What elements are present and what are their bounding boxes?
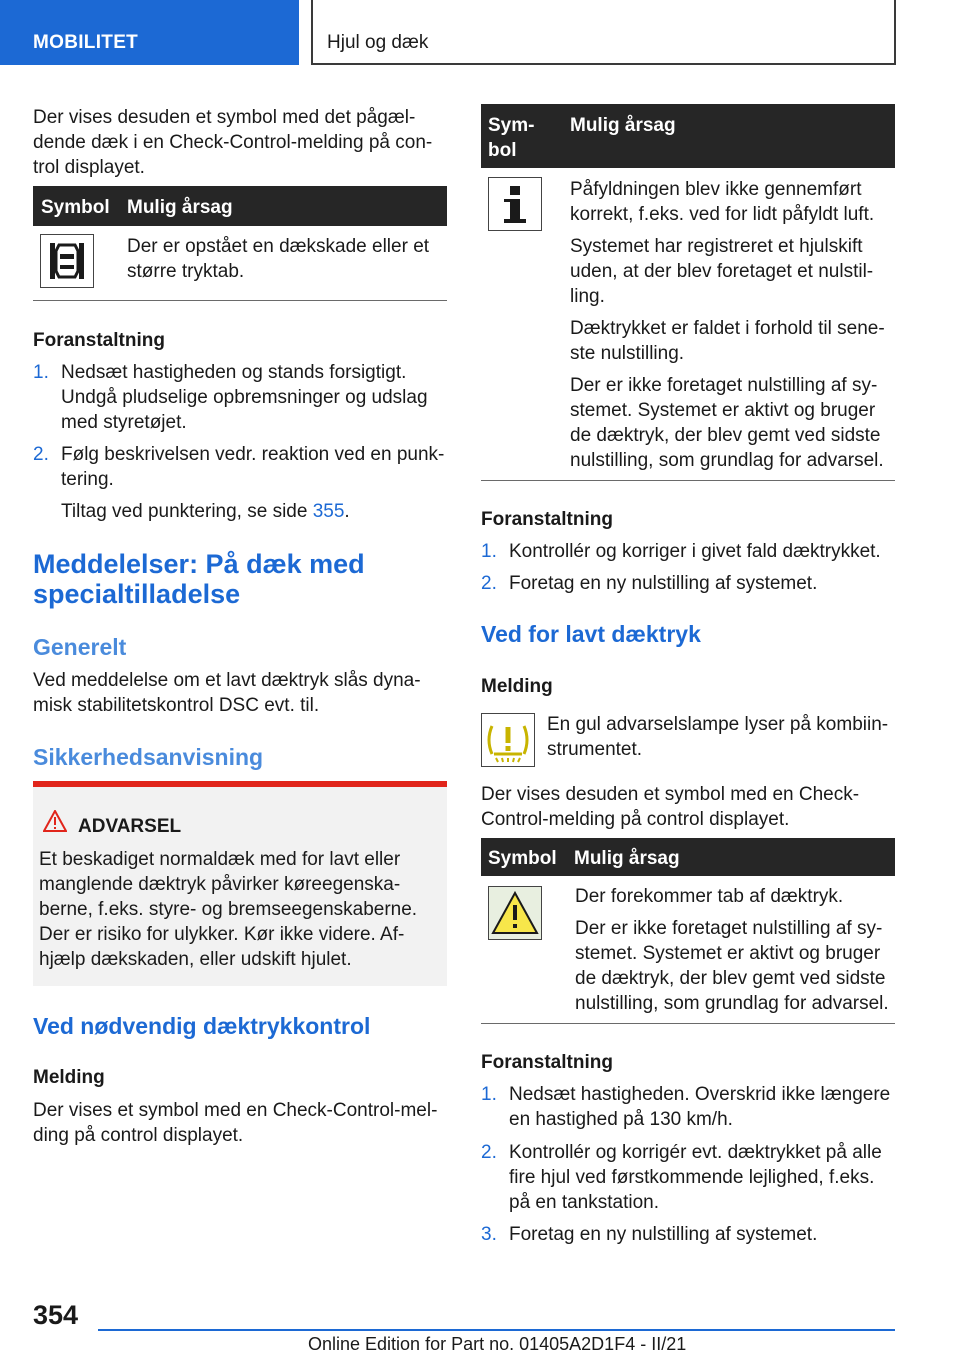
cause-line: stemet. Systemet er aktivt og bruger: [570, 400, 876, 421]
list-line: med styretøjet.: [61, 412, 187, 433]
cause-line: Der er opstået en dækskade eller et: [127, 236, 430, 257]
cause-line: de dæktryk, der blev gemt ved sidste: [575, 968, 886, 989]
paragraph-line: En gul advarselslampe lyser på kombiin-: [547, 714, 889, 735]
list-number: 1.: [33, 362, 49, 383]
table-cell-cause: [570, 177, 895, 473]
list-line: tering.: [61, 469, 114, 490]
paragraph-line: ding på control displayet.: [33, 1125, 244, 1146]
list-number: 2.: [33, 444, 49, 465]
warning-line: hjælp dækskaden, eller udskift hjulet.: [39, 949, 352, 970]
list-line: Følg beskrivelsen vedr. reaktion ved en punk-: [61, 444, 445, 465]
list-line: Undgå pludselige opbremsninger og udslag: [61, 387, 428, 408]
intro-paragraph: [481, 782, 895, 832]
yellow-triangle-icon: [488, 886, 542, 940]
cross-reference: [61, 499, 451, 524]
table-divider: [33, 300, 447, 301]
list-item: [509, 1140, 899, 1215]
heading-line: Meddelelser: På dæk med: [33, 549, 365, 579]
cause-line: korrekt, f.eks. ved for lidt påfyldt luft.: [570, 204, 875, 225]
list-line: fire hjul ved førstkommende lejlighed, f.eks.: [509, 1167, 875, 1188]
list-number: 1.: [481, 541, 497, 562]
column-header-symbol: Symbol: [41, 197, 110, 218]
list-number: 2.: [481, 1142, 497, 1163]
list-number: 1.: [481, 1084, 497, 1105]
table-cell-cause: [575, 884, 895, 1016]
table-divider: [481, 1023, 895, 1024]
cause-line: større tryktab.: [127, 261, 245, 282]
section-label: MOBILITET: [33, 32, 139, 53]
subheading-safety: Sikkerhedsanvisning: [33, 744, 264, 770]
info-icon: [488, 177, 542, 231]
page-link[interactable]: 355: [312, 501, 345, 522]
list-line: Foretag en ny nulstilling af systemet.: [509, 1224, 818, 1245]
section-tab: [0, 0, 299, 65]
measures-title: Foranstaltning: [481, 509, 613, 530]
subheading-low-pressure: Ved for lavt dæktryk: [481, 621, 701, 647]
column-header-symbol: Symbol: [488, 848, 557, 869]
heading-line: specialtilladelse: [33, 579, 241, 609]
paragraph-line: Der vises et symbol med en Check-Control-mel-: [33, 1100, 438, 1121]
cause-line: nulstilling, som grundlag for advarsel.: [570, 450, 884, 471]
table-cell-cause: [127, 234, 447, 284]
list-line: Foretag en ny nulstilling af systemet.: [509, 573, 818, 594]
list-line: Kontrollér og korrigér evt. dæktrykket på alle: [509, 1142, 882, 1163]
paragraph-line: strumentet.: [547, 739, 643, 760]
intro-line: Der vises desuden et symbol med det pågæl-: [33, 107, 416, 128]
cause-line: uden, at der blev foretaget et nulstil-: [570, 261, 874, 282]
intro-paragraph: [33, 105, 447, 180]
lamp-description: [547, 712, 895, 762]
cause-line: Der er ikke foretaget nulstilling af sy-: [570, 375, 878, 396]
paragraph-line: misk stabilitetskontrol DSC evt. til.: [33, 695, 320, 716]
intro-line: dende dæk i en Check-Control-melding på con-: [33, 132, 433, 153]
list-item: [509, 571, 899, 596]
paragraph-line: Control-melding på control displayet.: [481, 809, 790, 830]
melding-title: Melding: [33, 1067, 105, 1088]
cause-line: stemet. Systemet er aktivt og bruger: [575, 943, 881, 964]
table-header: [33, 186, 447, 226]
column-header-cause: Mulig årsag: [127, 197, 233, 218]
paragraph-line: Ved meddelelse om et lavt dæktryk slås dyna-: [33, 670, 421, 691]
warning-line: Der er risiko for ulykker. Kør ikke videre. Af-: [39, 924, 405, 945]
warning-line: berne, f.eks. styre- og bremseegenskaberne.: [39, 899, 418, 920]
warning-title: ADVARSEL: [78, 816, 182, 837]
table-divider: [481, 480, 895, 481]
tire-damage-icon: [40, 234, 94, 288]
list-line: en hastighed på 130 km/h.: [509, 1109, 733, 1130]
list-line: Nedsæt hastigheden. Overskrid ikke længere: [509, 1084, 891, 1105]
cause-line: de dæktryk, der blev gemt ved sidste: [570, 425, 881, 446]
measures-title: Foranstaltning: [481, 1052, 613, 1073]
column-header-cause: Mulig årsag: [574, 848, 680, 869]
edition-text: Online Edition for Part no. 01405A2D1F4 - II/21: [308, 1334, 687, 1354]
section-heading: [33, 549, 447, 609]
melding-title: Melding: [481, 676, 553, 697]
subheading-pressure-check: Ved nødvendig dæktrykkontrol: [33, 1013, 371, 1039]
subheading-generelt: Generelt: [33, 634, 127, 660]
cause-line: Der er ikke foretaget nulstilling af sy-: [575, 918, 883, 939]
page-number: 354: [33, 1300, 79, 1330]
list-number: 3.: [481, 1224, 497, 1245]
list-item: [509, 1082, 899, 1132]
table-header: [481, 838, 895, 876]
header-line: bol: [488, 140, 517, 161]
warning-box: [33, 781, 447, 986]
melding-paragraph: [33, 1098, 447, 1148]
measures-title: Foranstaltning: [33, 330, 165, 351]
list-item: [61, 442, 451, 492]
reference-end: .: [344, 501, 350, 522]
column-header-symbol: [488, 113, 534, 163]
paragraph-line: Der vises desuden et symbol med en Check-: [481, 784, 860, 805]
list-line: Nedsæt hastigheden og stands forsigtigt.: [61, 362, 407, 383]
list-item: [509, 1222, 899, 1247]
column-header-cause: Mulig årsag: [570, 115, 676, 136]
chapter-header: [311, 0, 896, 65]
reference-text: Tiltag ved punktering, se side: [61, 501, 313, 522]
cause-line: ste nulstilling.: [570, 343, 685, 364]
footer-rule: [98, 1329, 895, 1331]
warning-triangle-icon: [43, 810, 67, 832]
cause-line: Dæktrykket er faldet i forhold til sene-: [570, 318, 885, 339]
cause-line: ling.: [570, 286, 605, 307]
list-item: [509, 539, 899, 564]
list-line: på en tankstation.: [509, 1192, 659, 1213]
generelt-paragraph: [33, 668, 447, 718]
warning-line: Et beskadiget normaldæk med for lavt eller: [39, 849, 401, 870]
list-line: Kontrollér og korriger i givet fald dæktrykket.: [509, 541, 881, 562]
header-line: Sym-: [488, 115, 535, 136]
intro-line: trol displayet.: [33, 157, 145, 178]
table-header: [481, 104, 895, 168]
cause-line: Systemet har registreret et hjulskift: [570, 236, 863, 257]
chapter-label: Hjul og dæk: [327, 32, 429, 53]
cause-line: Der forekommer tab af dæktryk.: [575, 886, 844, 907]
list-number: 2.: [481, 573, 497, 594]
warning-line: manglende dæktryk påvirker køreegenska-: [39, 874, 401, 895]
cause-line: Påfyldningen blev ikke gennemført: [570, 179, 862, 200]
warning-text: [39, 847, 443, 972]
list-item: [61, 360, 451, 435]
yellow-warning-lamp-icon: [481, 713, 535, 767]
cause-line: nulstilling, som grundlag for advarsel.: [575, 993, 889, 1014]
